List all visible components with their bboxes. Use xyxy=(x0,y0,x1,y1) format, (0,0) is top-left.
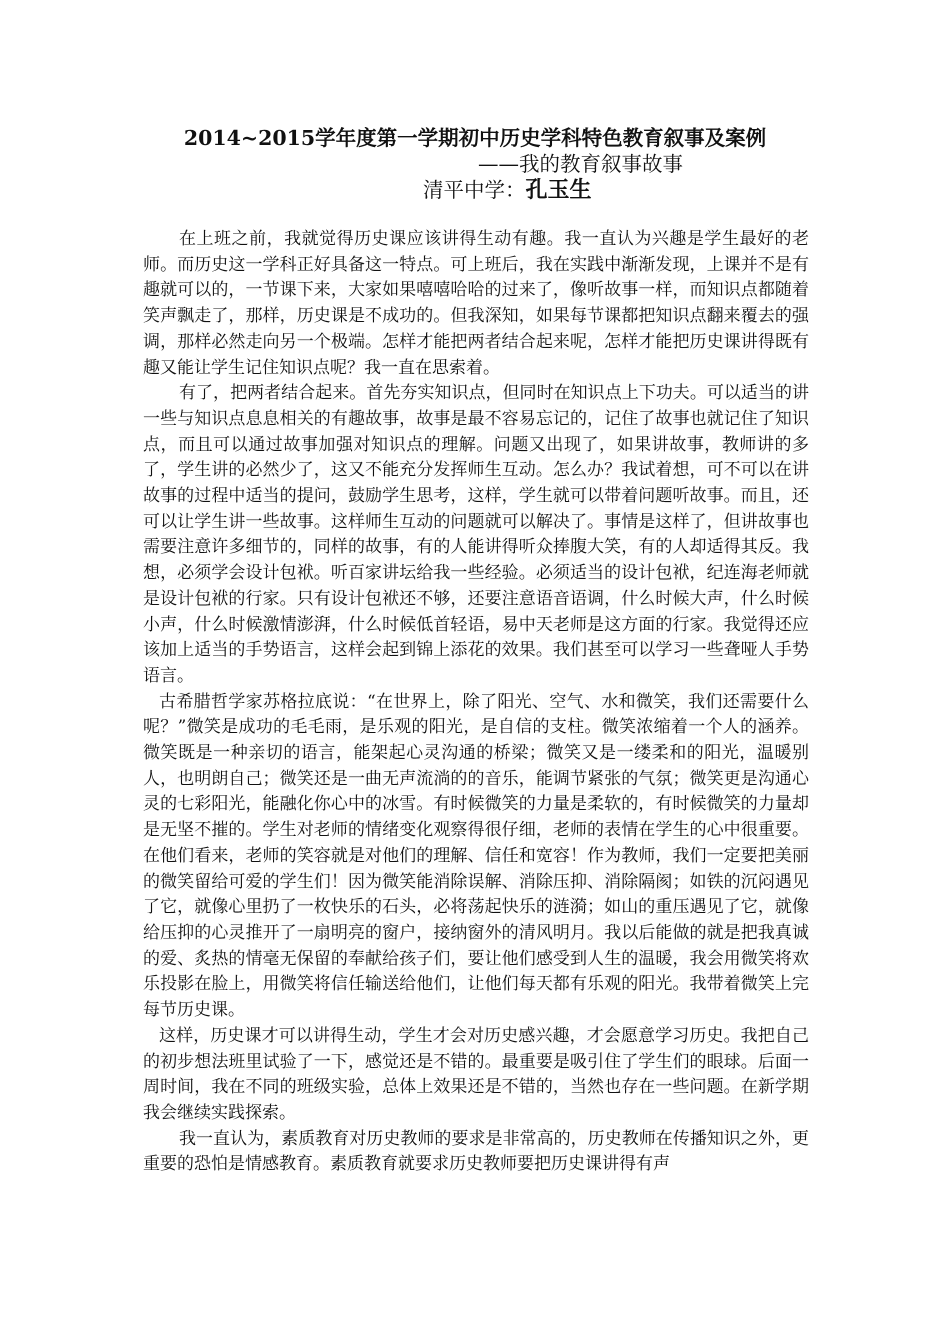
document-title: 2014~2015学年度第一学期初中历史学科特色教育叙事及案例 xyxy=(183,126,767,150)
paragraph: 古希腊哲学家苏格拉底说：“在世界上，除了阳光、空气、水和微笑，我们还需要什么呢？”微笑是成功的毛毛雨，是乐观的阳光，是自信的支柱。微笑浓缩着一个人的涵养。微笑既是一种亲切的语言，能架起心灵沟通的桥梁；微笑又是一缕柔和的阳光，温暖别人，也明朗自己；微笑还是一曲无声流淌的的音乐，能调节紧张的气氛；微笑更是沟通心灵的七彩阳光，能融化你心中的冰雪。有时候微笑的力量是柔软的，有时候微笑的力量却是无坚不摧的。学生对老师的情绪变化观察得很仔细，老师的表情在学生的心中很重要。在他们看来，老师的笑容就是对他们的理解、信任和宽容！作为教师，我们一定要把美丽的微笑留给可爱的学生们！因为微笑能消除误解、消除压抑、消除隔阂；如铁的沉闷遇见了它，就像心里扔了一枚快乐的石头，必将荡起快乐的涟漪；如山的重压遇见了它，就像给压抑的心灵推开了一扇明亮的窗户，接纳窗外的清风明月。我以后能做的就是把我真诚的爱、炙热的情毫无保留的奉献给孩子们，要让他们感受到人生的温暖，我会用微笑将欢乐投影在脸上，用微笑将信任输送给他们，让他们每天都有乐观的阳光。我带着微笑上完每节历史课。 xyxy=(143,691,809,1021)
paragraph: 我一直认为，素质教育对历史教师的要求是非常高的，历史教师在传播知识之外，更重要的恐怕是情感教育。素质教育就要求历史教师要把历史课讲得有声 xyxy=(143,1128,809,1175)
paragraph: 有了，把两者结合起来。首先夯实知识点，但同时在知识点上下功夫。可以适当的讲一些与知识点息息相关的有趣故事，故事是最不容易忘记的，记住了故事也就记住了知识点，而且可以通过故事加强对知识点的理解。问题又出现了，如果讲故事，教师讲的多了，学生讲的必然少了，这又不能充分发挥师生互动。怎么办？我试着想，可不可以在讲故事的过程中适当的提问，鼓励学生思考，这样，学生就可以带着问题听故事。而且，还可以让学生讲一些故事。这样师生互动的问题就可以解决了。事情是这样了，但讲故事也需要注意许多细节的，同样的故事，有的人能讲得听众捧腹大笑，有的人却适得其反。我想，必须学会设计包袱。听百家讲坛给我一些经验。必须适当的设计包袱，纪连海老师就是设计包袱的行家。只有设计包袱还不够，还要注意语音语调，什么时候大声，什么时候小声，什么时候激情澎湃，什么时候低首轻语，易中天老师是这方面的行家。我觉得还应该加上适当的手势语言，这样会起到锦上添花的效果。我们甚至可以学习一些聋哑人手势语言。 xyxy=(143,383,809,686)
paragraph: 在上班之前，我就觉得历史课应该讲得生动有趣。我一直认为兴趣是学生最好的老师。而历史这一学科正好具备这一特点。可上班后，我在实践中渐渐发现，上课并不是有趣就可以的，一节课下来，大家如果嘻嘻哈哈的过来了，像听故事一样，而知识点都随着笑声飘走了，那样，历史课是不成功的。但我深知，如果每节课都把知识点翻来覆去的强调，那样必然走向另一个极端。怎样才能把两者结合起来呢，怎样才能把历史课讲得既有趣又能让学生记住知识点呢？我一直在思索着。 xyxy=(143,229,809,378)
document-body xyxy=(143,227,809,1178)
author-name: 孔玉生 xyxy=(525,177,592,203)
paragraph: 这样，历史课才可以讲得生动，学生才会对历史感兴趣，才会愿意学习历史。我把自己的初步想法班里试验了一下，感觉还是不错的。最重要是吸引住了学生们的眼球。后面一周时间，我在不同的班级实验，总体上效果还是不错的，当然也存在一些问题。在新学期我会继续实践探索。 xyxy=(143,1025,809,1123)
document-subtitle: ——我的教育叙事故事 xyxy=(478,152,683,176)
school-label: 清平中学： xyxy=(423,178,526,202)
author-line xyxy=(423,175,592,205)
